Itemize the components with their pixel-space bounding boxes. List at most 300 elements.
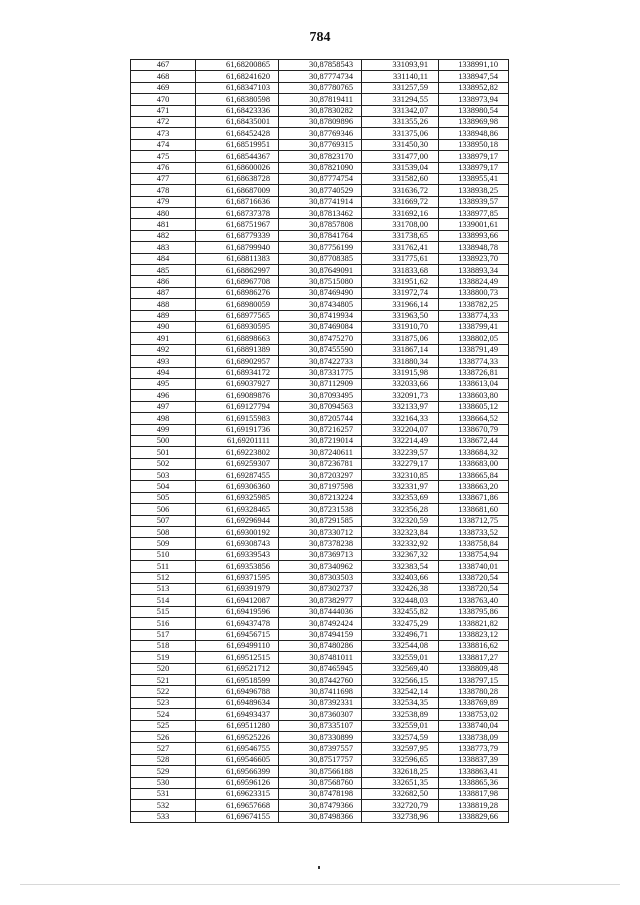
y-coordinate-cell: 1338740,04 [439,720,509,731]
latitude-cell: 61,69287455 [196,470,279,481]
y-coordinate-cell: 1338923,70 [439,253,509,264]
longitude-cell: 30,87340962 [279,561,362,572]
longitude-cell: 30,87094563 [279,401,362,412]
x-coordinate-cell: 332403,66 [362,572,439,583]
y-coordinate-cell: 1338603,80 [439,390,509,401]
point-number-cell: 501 [131,447,196,458]
point-number-cell: 519 [131,652,196,663]
point-number-cell: 493 [131,356,196,367]
table-row [131,527,509,538]
point-number-cell: 527 [131,743,196,754]
longitude-cell: 30,87303503 [279,572,362,583]
point-number-cell: 529 [131,766,196,777]
longitude-cell: 30,87649091 [279,265,362,276]
point-number-cell: 470 [131,94,196,105]
table-row [131,151,509,162]
y-coordinate-cell: 1338782,25 [439,299,509,310]
table-row [131,139,509,150]
latitude-cell: 61,69525226 [196,732,279,743]
x-coordinate-cell: 331833,68 [362,265,439,276]
y-coordinate-cell: 1338979,17 [439,151,509,162]
x-coordinate-cell: 332332,92 [362,538,439,549]
x-coordinate-cell: 332133,97 [362,401,439,412]
longitude-cell: 30,87568760 [279,777,362,788]
latitude-cell: 61,69296944 [196,515,279,526]
longitude-cell: 30,87335107 [279,720,362,731]
table-row [131,618,509,629]
y-coordinate-cell: 1338821,82 [439,618,509,629]
point-number-cell: 506 [131,504,196,515]
point-number-cell: 505 [131,492,196,503]
y-coordinate-cell: 1338780,28 [439,686,509,697]
x-coordinate-cell: 332682,50 [362,789,439,800]
y-coordinate-cell: 1338613,04 [439,378,509,389]
longitude-cell: 30,87444036 [279,606,362,617]
x-coordinate-cell: 331093,91 [362,60,439,71]
longitude-cell: 30,87397557 [279,743,362,754]
x-coordinate-cell: 331775,61 [362,253,439,264]
point-number-cell: 473 [131,128,196,139]
table-row [131,435,509,446]
longitude-cell: 30,87419934 [279,310,362,321]
x-coordinate-cell: 332204,07 [362,424,439,435]
latitude-cell: 61,68811383 [196,253,279,264]
latitude-cell: 61,69521712 [196,663,279,674]
point-number-cell: 521 [131,675,196,686]
longitude-cell: 30,87197598 [279,481,362,492]
latitude-cell: 61,68898663 [196,333,279,344]
table-row [131,60,509,71]
point-number-cell: 467 [131,60,196,71]
table-row [131,549,509,560]
point-number-cell: 502 [131,458,196,469]
x-coordinate-cell: 331963,50 [362,310,439,321]
x-coordinate-cell: 332448,03 [362,595,439,606]
point-number-cell: 500 [131,435,196,446]
x-coordinate-cell: 332596,65 [362,754,439,765]
coordinate-table [130,59,509,823]
x-coordinate-cell: 332538,89 [362,709,439,720]
point-number-cell: 518 [131,640,196,651]
latitude-cell: 61,69412087 [196,595,279,606]
table-row [131,697,509,708]
y-coordinate-cell: 1338939,57 [439,196,509,207]
y-coordinate-cell: 1338950,18 [439,139,509,150]
y-coordinate-cell: 1338795,86 [439,606,509,617]
latitude-cell: 61,69300192 [196,527,279,538]
longitude-cell: 30,87236781 [279,458,362,469]
y-coordinate-cell: 1338817,27 [439,652,509,663]
longitude-cell: 30,87442760 [279,675,362,686]
point-number-cell: 477 [131,173,196,184]
longitude-cell: 30,87823170 [279,151,362,162]
latitude-cell: 61,69155983 [196,413,279,424]
table-row [131,686,509,697]
latitude-cell: 61,68687009 [196,185,279,196]
latitude-cell: 61,68638728 [196,173,279,184]
longitude-cell: 30,87774734 [279,71,362,82]
point-number-cell: 511 [131,561,196,572]
latitude-cell: 61,68977565 [196,310,279,321]
point-number-cell: 526 [131,732,196,743]
latitude-cell: 61,69456715 [196,629,279,640]
table-row [131,800,509,811]
longitude-cell: 30,87302737 [279,583,362,594]
scan-mark [318,866,320,869]
y-coordinate-cell: 1338670,79 [439,424,509,435]
point-number-cell: 530 [131,777,196,788]
x-coordinate-cell: 331582,60 [362,173,439,184]
x-coordinate-cell: 332164,33 [362,413,439,424]
y-coordinate-cell: 1338977,85 [439,208,509,219]
point-number-cell: 515 [131,606,196,617]
latitude-cell: 61,68862997 [196,265,279,276]
longitude-cell: 30,87469490 [279,287,362,298]
x-coordinate-cell: 332574,59 [362,732,439,743]
table-row [131,82,509,93]
table-row [131,675,509,686]
latitude-cell: 61,68435001 [196,116,279,127]
point-number-cell: 517 [131,629,196,640]
latitude-cell: 61,69339543 [196,549,279,560]
latitude-cell: 61,69191736 [196,424,279,435]
y-coordinate-cell: 1338799,41 [439,321,509,332]
x-coordinate-cell: 332353,69 [362,492,439,503]
point-number-cell: 523 [131,697,196,708]
point-number-cell: 514 [131,595,196,606]
table-row [131,470,509,481]
y-coordinate-cell: 1338969,98 [439,116,509,127]
longitude-cell: 30,87112909 [279,378,362,389]
point-number-cell: 491 [131,333,196,344]
point-number-cell: 513 [131,583,196,594]
y-coordinate-cell: 1338605,12 [439,401,509,412]
table-row [131,652,509,663]
x-coordinate-cell: 332544,08 [362,640,439,651]
point-number-cell: 499 [131,424,196,435]
latitude-cell: 61,68716636 [196,196,279,207]
latitude-cell: 61,69493437 [196,709,279,720]
y-coordinate-cell: 1338955,41 [439,173,509,184]
point-number-cell: 533 [131,811,196,822]
point-number-cell: 525 [131,720,196,731]
point-number-cell: 495 [131,378,196,389]
x-coordinate-cell: 332559,01 [362,652,439,663]
table-row [131,242,509,253]
table-row [131,94,509,105]
table-row [131,789,509,800]
y-coordinate-cell: 1338754,94 [439,549,509,560]
latitude-cell: 61,69674155 [196,811,279,822]
point-number-cell: 492 [131,344,196,355]
x-coordinate-cell: 332475,29 [362,618,439,629]
table-row [131,219,509,230]
x-coordinate-cell: 331636,72 [362,185,439,196]
table-row [131,185,509,196]
point-number-cell: 531 [131,789,196,800]
table-row [131,105,509,116]
point-number-cell: 503 [131,470,196,481]
point-number-cell: 489 [131,310,196,321]
longitude-cell: 30,87231538 [279,504,362,515]
table-row [131,208,509,219]
longitude-cell: 30,87411698 [279,686,362,697]
latitude-cell: 61,69353856 [196,561,279,572]
y-coordinate-cell: 1338681,60 [439,504,509,515]
table-row [131,299,509,310]
table-row [131,356,509,367]
latitude-cell: 61,69328465 [196,504,279,515]
longitude-cell: 30,87331775 [279,367,362,378]
x-coordinate-cell: 331355,26 [362,116,439,127]
table-row [131,196,509,207]
x-coordinate-cell: 332356,28 [362,504,439,515]
y-coordinate-cell: 1338973,94 [439,94,509,105]
x-coordinate-cell: 331375,06 [362,128,439,139]
latitude-cell: 61,69419596 [196,606,279,617]
x-coordinate-cell: 331450,30 [362,139,439,150]
y-coordinate-cell: 1338979,17 [439,162,509,173]
longitude-cell: 30,87819411 [279,94,362,105]
longitude-cell: 30,87455590 [279,344,362,355]
latitude-cell: 61,69596126 [196,777,279,788]
y-coordinate-cell: 1338980,54 [439,105,509,116]
longitude-cell: 30,87465945 [279,663,362,674]
table-row [131,116,509,127]
table-row [131,720,509,731]
longitude-cell: 30,87841764 [279,230,362,241]
point-number-cell: 512 [131,572,196,583]
longitude-cell: 30,87291585 [279,515,362,526]
x-coordinate-cell: 331140,11 [362,71,439,82]
y-coordinate-cell: 1338684,32 [439,447,509,458]
x-coordinate-cell: 332569,40 [362,663,439,674]
x-coordinate-cell: 332496,71 [362,629,439,640]
x-coordinate-cell: 331875,06 [362,333,439,344]
latitude-cell: 61,68891389 [196,344,279,355]
x-coordinate-cell: 332566,15 [362,675,439,686]
longitude-cell: 30,87369713 [279,549,362,560]
table-row [131,321,509,332]
latitude-cell: 61,68751967 [196,219,279,230]
x-coordinate-cell: 331738,65 [362,230,439,241]
table-row [131,447,509,458]
longitude-cell: 30,87478198 [279,789,362,800]
longitude-cell: 30,87809896 [279,116,362,127]
point-number-cell: 528 [131,754,196,765]
x-coordinate-cell: 332214,49 [362,435,439,446]
y-coordinate-cell: 1338672,44 [439,435,509,446]
y-coordinate-cell: 1338865,36 [439,777,509,788]
longitude-cell: 30,87378238 [279,538,362,549]
longitude-cell: 30,87382977 [279,595,362,606]
point-number-cell: 494 [131,367,196,378]
longitude-cell: 30,87769346 [279,128,362,139]
y-coordinate-cell: 1338952,82 [439,82,509,93]
table-row [131,276,509,287]
y-coordinate-cell: 1338809,48 [439,663,509,674]
latitude-cell: 61,68380598 [196,94,279,105]
longitude-cell: 30,87422733 [279,356,362,367]
latitude-cell: 61,69546605 [196,754,279,765]
y-coordinate-cell: 1338774,33 [439,356,509,367]
table-row [131,424,509,435]
point-number-cell: 510 [131,549,196,560]
y-coordinate-cell: 1338802,05 [439,333,509,344]
latitude-cell: 61,68423336 [196,105,279,116]
table-row [131,173,509,184]
table-row [131,743,509,754]
y-coordinate-cell: 1338733,52 [439,527,509,538]
y-coordinate-cell: 1338671,86 [439,492,509,503]
x-coordinate-cell: 331951,62 [362,276,439,287]
x-coordinate-cell: 331972,74 [362,287,439,298]
latitude-cell: 61,69201111 [196,435,279,446]
latitude-cell: 61,68200865 [196,60,279,71]
x-coordinate-cell: 332559,01 [362,720,439,731]
latitude-cell: 61,68779339 [196,230,279,241]
coordinate-table-body [131,60,509,823]
y-coordinate-cell: 1338763,40 [439,595,509,606]
longitude-cell: 30,87756199 [279,242,362,253]
y-coordinate-cell: 1338893,34 [439,265,509,276]
latitude-cell: 61,69546755 [196,743,279,754]
table-row [131,606,509,617]
point-number-cell: 522 [131,686,196,697]
y-coordinate-cell: 1338948,78 [439,242,509,253]
latitude-cell: 61,69308743 [196,538,279,549]
latitude-cell: 61,69511280 [196,720,279,731]
y-coordinate-cell: 1338712,75 [439,515,509,526]
x-coordinate-cell: 332426,38 [362,583,439,594]
x-coordinate-cell: 331966,14 [362,299,439,310]
y-coordinate-cell: 1338816,62 [439,640,509,651]
y-coordinate-cell: 1338791,49 [439,344,509,355]
y-coordinate-cell: 1338837,39 [439,754,509,765]
table-row [131,504,509,515]
latitude-cell: 61,68934172 [196,367,279,378]
longitude-cell: 30,87392331 [279,697,362,708]
latitude-cell: 61,69259307 [196,458,279,469]
longitude-cell: 30,87330712 [279,527,362,538]
y-coordinate-cell: 1338758,84 [439,538,509,549]
longitude-cell: 30,87830282 [279,105,362,116]
table-row [131,583,509,594]
x-coordinate-cell: 331708,00 [362,219,439,230]
table-row [131,766,509,777]
table-row [131,413,509,424]
longitude-cell: 30,87708385 [279,253,362,264]
latitude-cell: 61,68241620 [196,71,279,82]
table-row [131,310,509,321]
longitude-cell: 30,87517757 [279,754,362,765]
y-coordinate-cell: 1338720,54 [439,572,509,583]
y-coordinate-cell: 1338938,25 [439,185,509,196]
x-coordinate-cell: 332738,96 [362,811,439,822]
table-row [131,378,509,389]
x-coordinate-cell: 331880,34 [362,356,439,367]
latitude-cell: 61,69518599 [196,675,279,686]
longitude-cell: 30,87741914 [279,196,362,207]
longitude-cell: 30,87205744 [279,413,362,424]
table-row [131,253,509,264]
point-number-cell: 488 [131,299,196,310]
point-number-cell: 516 [131,618,196,629]
latitude-cell: 61,68902957 [196,356,279,367]
table-row [131,595,509,606]
x-coordinate-cell: 332320,59 [362,515,439,526]
point-number-cell: 483 [131,242,196,253]
x-coordinate-cell: 332542,14 [362,686,439,697]
longitude-cell: 30,87774754 [279,173,362,184]
latitude-cell: 61,69489634 [196,697,279,708]
table-row [131,811,509,822]
table-row [131,732,509,743]
x-coordinate-cell: 332323,84 [362,527,439,538]
point-number-cell: 524 [131,709,196,720]
y-coordinate-cell: 1338829,66 [439,811,509,822]
longitude-cell: 30,87434805 [279,299,362,310]
point-number-cell: 479 [131,196,196,207]
table-row [131,754,509,765]
point-number-cell: 487 [131,287,196,298]
point-number-cell: 482 [131,230,196,241]
longitude-cell: 30,87515080 [279,276,362,287]
longitude-cell: 30,87498366 [279,811,362,822]
table-row [131,663,509,674]
latitude-cell: 61,69223802 [196,447,279,458]
longitude-cell: 30,87469084 [279,321,362,332]
latitude-cell: 61,69371595 [196,572,279,583]
longitude-cell: 30,87480286 [279,640,362,651]
point-number-cell: 486 [131,276,196,287]
latitude-cell: 61,68799940 [196,242,279,253]
x-coordinate-cell: 331915,98 [362,367,439,378]
x-coordinate-cell: 331762,41 [362,242,439,253]
table-row [131,640,509,651]
longitude-cell: 30,87821090 [279,162,362,173]
table-row [131,128,509,139]
longitude-cell: 30,87216257 [279,424,362,435]
x-coordinate-cell: 332239,57 [362,447,439,458]
table-row [131,629,509,640]
table-row [131,777,509,788]
point-number-cell: 476 [131,162,196,173]
page-number: 784 [309,30,331,45]
longitude-cell: 30,87566188 [279,766,362,777]
latitude-cell: 61,69499110 [196,640,279,651]
longitude-cell: 30,87769315 [279,139,362,150]
x-coordinate-cell: 331342,07 [362,105,439,116]
x-coordinate-cell: 332033,66 [362,378,439,389]
point-number-cell: 509 [131,538,196,549]
table-row [131,230,509,241]
y-coordinate-cell: 1338991,10 [439,60,509,71]
x-coordinate-cell: 332720,79 [362,800,439,811]
x-coordinate-cell: 332367,32 [362,549,439,560]
longitude-cell: 30,87213224 [279,492,362,503]
latitude-cell: 61,68967708 [196,276,279,287]
x-coordinate-cell: 332279,17 [362,458,439,469]
table-row [131,538,509,549]
x-coordinate-cell: 331477,00 [362,151,439,162]
point-number-cell: 484 [131,253,196,264]
latitude-cell: 61,68452428 [196,128,279,139]
longitude-cell: 30,87219014 [279,435,362,446]
table-row [131,492,509,503]
y-coordinate-cell: 1338740,01 [439,561,509,572]
point-number-cell: 474 [131,139,196,150]
